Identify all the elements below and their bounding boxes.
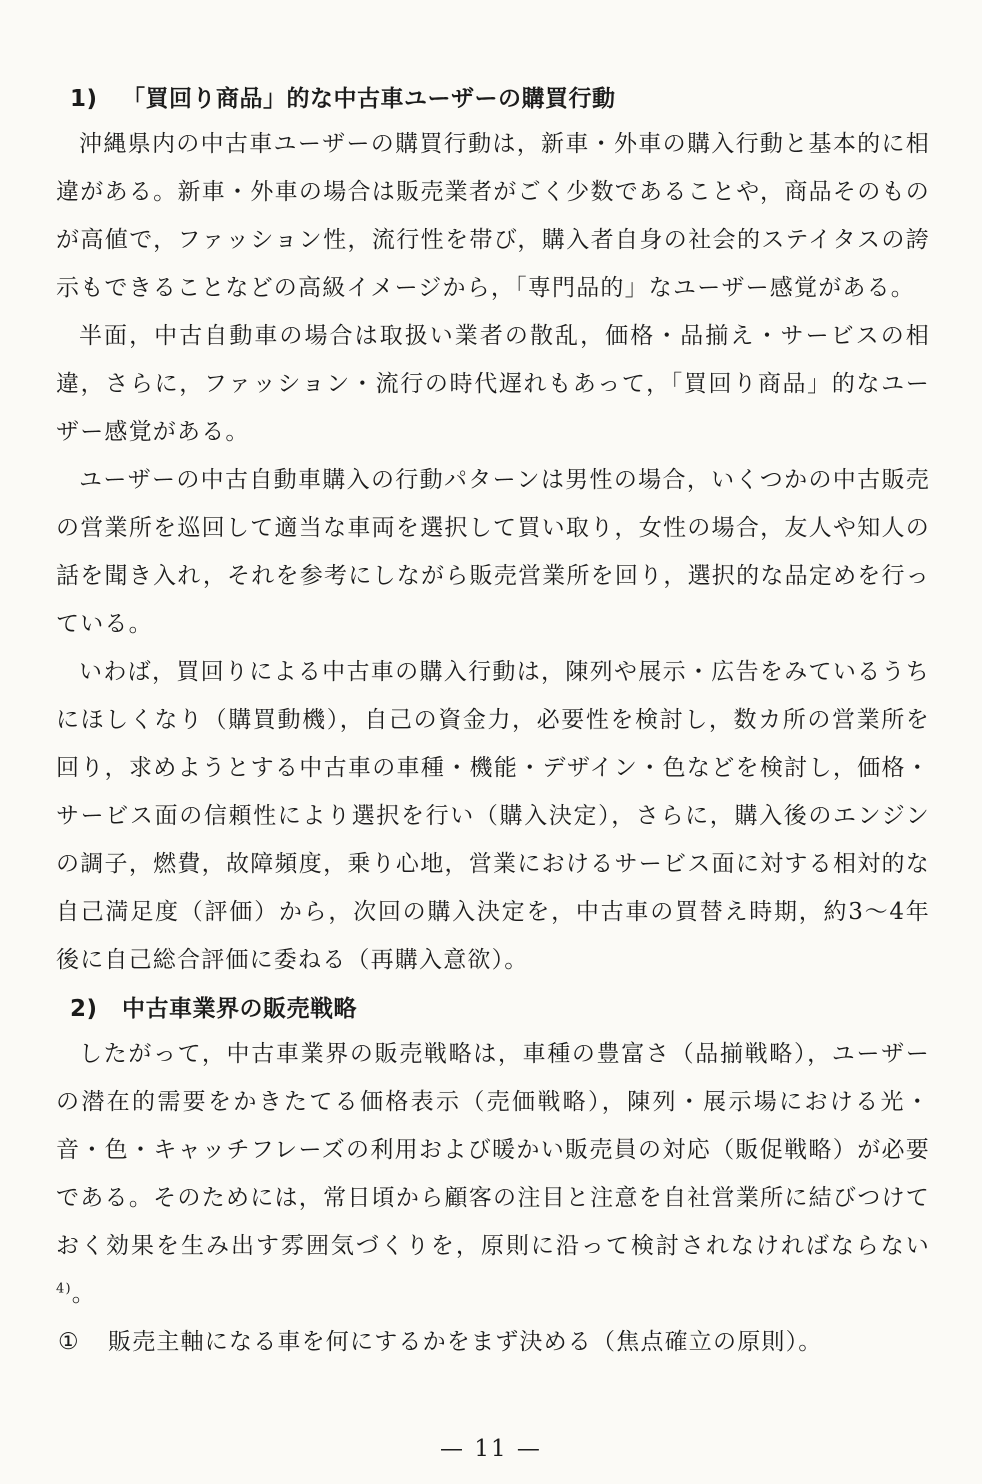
paragraph: 沖縄県内の中古車ユーザーの購買行動は，新車・外車の購入行動と基本的に相違がある。新車・外車の場合は販売業者がごく少数であることや，商品そのものが高値で，ファッション性，流行性を帯び，購入者自身の社会的ステイタスの誇示もできることなどの高級イメージから，「専門品的」なユーザー感覚がある。 [56,131,930,301]
section-title: 中古車業界の販売戦略 [122,996,357,1022]
paragraph-end: 。 [71,1281,96,1307]
paragraph-text: したがって，中古車業界の販売戦略は，車種の豊富さ（品揃戦略），ユーザーの潜在的需要をかきたてる価格表示（売価戦略），陳列・展示場における光・音・色・キャッチフレーズの利用および暖かい販売員の対応（販促戦略）が必要である。そのためには，常日頃から顧客の注目と注意を自社営業所に結びつけておく効果を生み出す雰囲気づくりを，原則に沿って検討されなければならない [56,1041,930,1259]
footnote-reference: 4) [56,1281,72,1297]
list-item-text: 販売主軸になる車を何にするかをまず決める（焦点確立の原則）。 [108,1329,823,1355]
paragraph: ユーザーの中古自動車購入の行動パターンは男性の場合，いくつかの中古販売の営業所を巡回して適当な車両を選択して買い取り，女性の場合，友人や知人の話を聞き入れ，それを参考にしながら販売営業所を回り，選択的な品定めを行っている。 [56,467,930,637]
section-title: 「買回り商品」的な中古車ユーザーの購買行動 [122,86,616,112]
section-heading [56,990,930,1028]
section-number: 1) [70,86,98,112]
list-item [56,1318,930,1366]
paragraph: 半面，中古自動車の場合は取扱い業者の散乱，価格・品揃え・サービスの相違，さらに，ファッション・流行の時代遅れもあって，「買回り商品」的なユーザー感覚がある。 [56,323,930,445]
list-marker: ① [58,1329,80,1355]
paragraph [56,1030,930,1318]
section-heading [56,80,930,118]
section-number: 2) [70,996,98,1022]
paragraph: いわば，買回りによる中古車の購入行動は，陳列や展示・広告をみているうちにほしくなり（購買動機），自己の資金力，必要性を検討し，数カ所の営業所を回り，求めようとする中古車の車種・機能・デザイン・色などを検討し，価格・サービス面の信頼性により選択を行い（購入決定），さらに，購入後のエンジンの調子，燃費，故障頻度，乗り心地，営業におけるサービス面に対する相対的な自己満足度（評価）から，次回の購入決定を，中古車の買替え時期，約3～4年後に自己総合評価に委ねる（再購入意欲）。 [56,659,930,973]
page-number: — 11 — [440,1436,542,1462]
